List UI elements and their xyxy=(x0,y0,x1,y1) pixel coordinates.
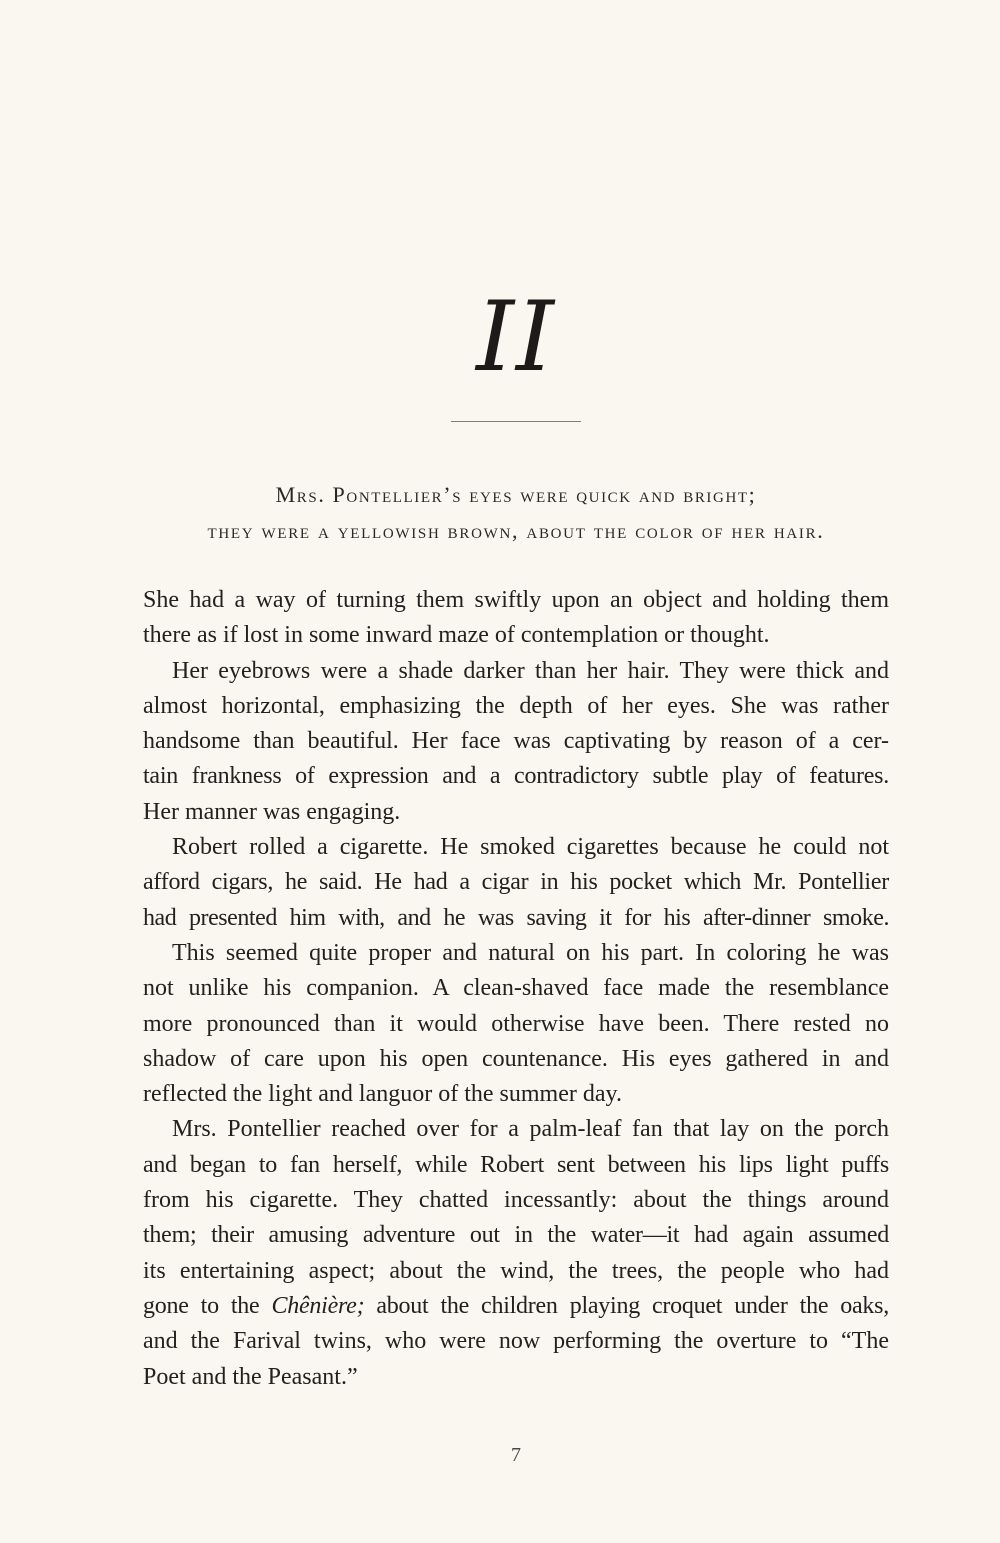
body-line: its entertaining aspect; about the wind, the trees, the people who had xyxy=(143,1257,889,1284)
body-line: She had a way of turning them swiftly upon an object and holding them xyxy=(143,587,889,613)
body-line: Poet and the Peasant.” xyxy=(143,1363,358,1390)
body-line: not unlike his companion. A clean-shaved face made the resemblance xyxy=(143,975,889,1002)
opening-line-1: Mrs. Pontellier’s eyes were quick and bright; xyxy=(275,482,757,507)
body-line: tain frankness of expression and a contradictory subtle play of features. xyxy=(143,763,889,790)
body-line-start: gone to the xyxy=(143,1292,260,1319)
cheniere-place-name: Chênière; xyxy=(271,1292,365,1319)
page-number: 7 xyxy=(511,1444,521,1466)
chapter-body xyxy=(143,583,889,1395)
body-line: there as if lost in some inward maze of contemplation or thought. xyxy=(143,622,770,649)
body-line: and began to fan herself, while Robert sent between his lips light puffs xyxy=(143,1151,889,1178)
body-line: reflected the light and languor of the summer day. xyxy=(143,1081,622,1108)
body-line: This seemed quite proper and natural on his part. In coloring he was xyxy=(172,939,889,966)
body-line: handsome than beautiful. Her face was captivating by reason of a cer- xyxy=(143,728,889,755)
body-line: Mrs. Pontellier reached over for a palm-leaf fan that lay on the porch xyxy=(172,1116,889,1143)
body-line xyxy=(143,1289,889,1324)
body-line-end: about the children playing croquet under the oaks, xyxy=(376,1292,889,1319)
body-line: Her eyebrows were a shade darker than her hair. They were thick and xyxy=(172,657,889,684)
body-line: Her manner was engaging. xyxy=(143,798,401,825)
body-line: more pronounced than it would otherwise have been. There rested no xyxy=(143,1010,889,1037)
body-line: afford cigars, he said. He had a cigar in his pocket which Mr. Pontellier xyxy=(143,869,889,896)
body-line: Robert rolled a cigarette. He smoked cigarettes because he could not xyxy=(172,834,889,861)
chapter-divider-rule xyxy=(451,421,581,422)
chapter-numeral: II xyxy=(476,281,556,393)
body-line: them; their amusing adventure out in the water—it had again assumed xyxy=(143,1222,889,1249)
body-line: had presented him with, and he was saving it for his after-dinner smoke. xyxy=(143,904,889,931)
body-line: shadow of care upon his open countenance. His eyes gathered in and xyxy=(143,1045,889,1072)
body-line: from his cigarette. They chatted incessantly: about the things around xyxy=(143,1187,889,1214)
body-line: almost horizontal, emphasizing the depth of her eyes. She was rather xyxy=(143,692,889,719)
body-line: and the Farival twins, who were now performing the overture to “The xyxy=(143,1328,889,1355)
opening-line-2: they were a yellowish brown, about the color of her hair. xyxy=(207,518,825,543)
